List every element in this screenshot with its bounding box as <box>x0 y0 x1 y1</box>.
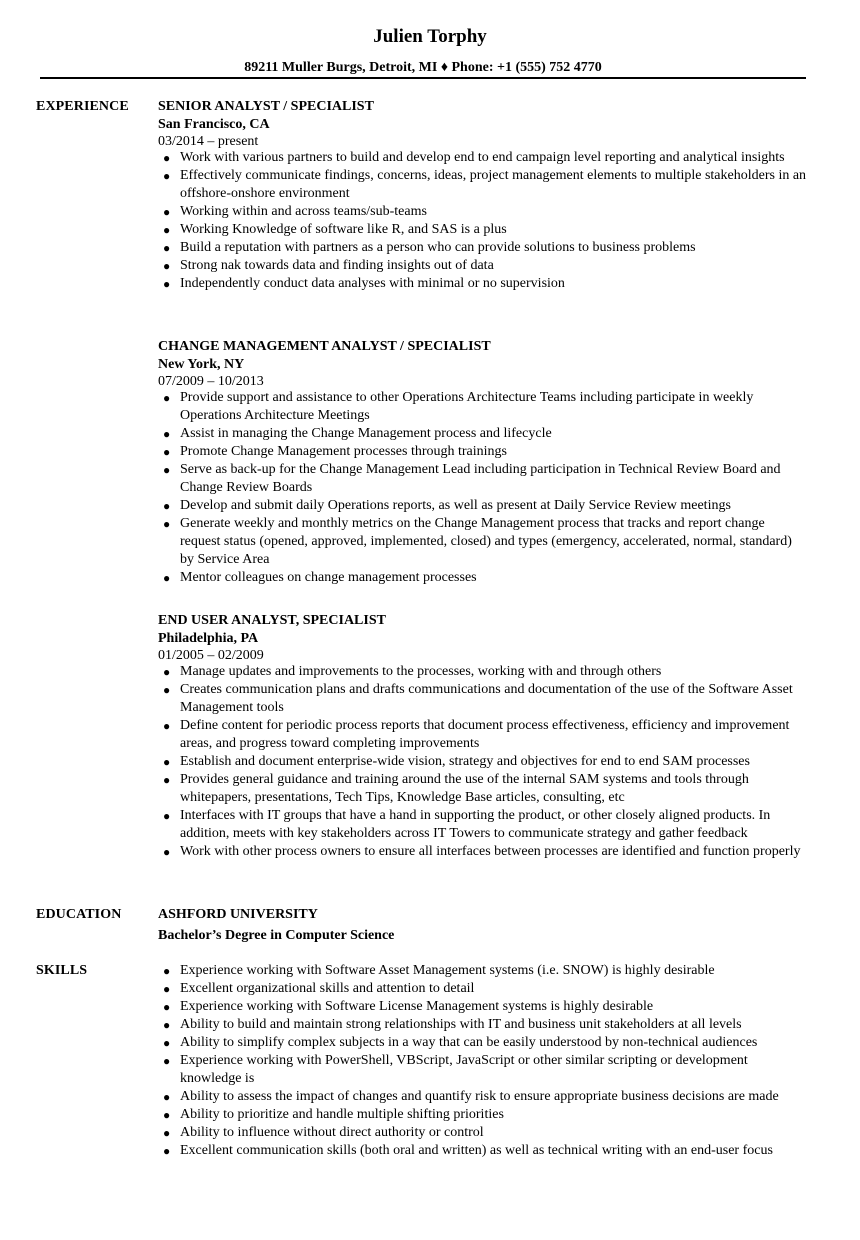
bullet-icon: ● <box>163 845 171 859</box>
skills-bullets <box>158 962 808 1160</box>
job-location: Philadelphia, PA <box>158 631 259 646</box>
job-dates: 01/2005 – 02/2009 <box>158 648 264 663</box>
bullet-icon: ● <box>163 773 171 787</box>
contact-line: 89211 Muller Burgs, Detroit, MI ♦ Phone: +1 (555) 752 4770 <box>244 60 602 75</box>
bullet-icon: ● <box>163 259 171 273</box>
list-item: ● Assist in managing the Change Management process and lifecycle <box>163 426 552 441</box>
degree-name: Bachelor’s Degree in Computer Science <box>158 928 395 943</box>
job-bullets <box>158 389 808 587</box>
job-entry <box>158 98 818 293</box>
list-item: ● Ability to influence without direct authority or control <box>163 1125 484 1140</box>
bullet-icon: ● <box>163 223 171 237</box>
bullet-icon: ● <box>163 1018 171 1032</box>
bullet-icon: ● <box>163 1054 171 1068</box>
job-location: New York, NY <box>158 357 245 372</box>
job-dates: 03/2014 – present <box>158 134 259 149</box>
job-title: END USER ANALYST, SPECIALIST <box>158 613 386 628</box>
list-item: ● Working Knowledge of software like R, and SAS is a plus <box>163 222 507 237</box>
bullet-icon: ● <box>163 391 171 405</box>
list-item: ● Excellent organizational skills and attention to detail <box>163 981 475 996</box>
list-item: ● Develop and submit daily Operations reports, as well as present at Daily Service Review meetings <box>163 498 731 513</box>
skills-heading: SKILLS <box>36 963 88 978</box>
list-item: ● Creates communication plans and drafts communications and documentation of the use of the Software Asset Management tools <box>163 682 793 715</box>
bullet-icon: ● <box>163 169 171 183</box>
bullet-icon: ● <box>163 277 171 291</box>
list-item: ● Interfaces with IT groups that have a hand in supporting the product, or other closely aligned products. In addition, meets with key stakeholders across IT Towers to communicate strategy and gather feedback <box>163 808 771 841</box>
skills-section <box>158 962 818 1160</box>
bullet-icon: ● <box>163 463 171 477</box>
bullet-icon: ● <box>163 1000 171 1014</box>
experience-heading: EXPERIENCE <box>36 99 129 114</box>
list-item: ● Experience working with PowerShell, VBScript, JavaScript or other similar scripting or development knowledge is <box>163 1053 748 1086</box>
bullet-icon: ● <box>163 517 171 531</box>
school-name: ASHFORD UNIVERSITY <box>158 907 318 922</box>
list-item: ● Work with various partners to build and develop end to end campaign level reporting and analytical insights <box>163 150 785 165</box>
bullet-icon: ● <box>163 241 171 255</box>
list-item: ● Build a reputation with partners as a person who can provide solutions to business problems <box>163 240 696 255</box>
list-item: ● Working within and across teams/sub-teams <box>163 204 427 219</box>
bullet-icon: ● <box>163 665 171 679</box>
list-item: ● Ability to prioritize and handle multiple shifting priorities <box>163 1107 504 1122</box>
job-title: CHANGE MANAGEMENT ANALYST / SPECIALIST <box>158 339 491 354</box>
list-item: ● Provide support and assistance to other Operations Architecture Teams including participate in weekly Operations Architecture Meetings <box>163 390 754 423</box>
job-dates: 07/2009 – 10/2013 <box>158 374 264 389</box>
list-item: ● Manage updates and improvements to the processes, working with and through others <box>163 664 662 679</box>
job-bullets <box>158 149 808 293</box>
bullet-icon: ● <box>163 1108 171 1122</box>
list-item: ● Independently conduct data analyses with minimal or no supervision <box>163 276 565 291</box>
bullet-icon: ● <box>163 499 171 513</box>
bullet-icon: ● <box>163 683 171 697</box>
list-item: ● Mentor colleagues on change management processes <box>163 570 477 585</box>
list-item: ● Experience working with Software License Management systems is highly desirable <box>163 999 654 1014</box>
list-item: ● Define content for periodic process reports that document process effectiveness, efficiency and improvement areas, and progress toward completing improvements <box>163 718 790 751</box>
bullet-icon: ● <box>163 205 171 219</box>
list-item: ● Ability to assess the impact of changes and quantify risk to ensure appropriate business decisions are made <box>163 1089 779 1104</box>
list-item: ● Generate weekly and monthly metrics on the Change Management process that tracks and report change request status (opened, approved, implemented, closed) and types (emergency, accelerated, normal, standard) by Service Area <box>163 516 792 567</box>
bullet-icon: ● <box>163 571 171 585</box>
list-item: ● Strong nak towards data and finding insights out of data <box>163 258 494 273</box>
bullet-icon: ● <box>163 1144 171 1158</box>
list-item: ● Ability to simplify complex subjects in a way that can be easily understood by non-technical audiences <box>163 1035 758 1050</box>
bullet-icon: ● <box>163 982 171 996</box>
list-item: ● Promote Change Management processes through trainings <box>163 444 507 459</box>
bullet-icon: ● <box>163 1126 171 1140</box>
bullet-icon: ● <box>163 445 171 459</box>
bullet-icon: ● <box>163 809 171 823</box>
bullet-icon: ● <box>163 151 171 165</box>
job-entry <box>158 338 818 587</box>
bullet-icon: ● <box>163 1090 171 1104</box>
candidate-name: Julien Torphy <box>373 26 487 47</box>
education-heading: EDUCATION <box>36 907 122 922</box>
list-item: ● Ability to build and maintain strong relationships with IT and business unit stakeholders at all levels <box>163 1017 742 1032</box>
job-location: San Francisco, CA <box>158 117 270 132</box>
list-item: ● Effectively communicate findings, concerns, ideas, project management elements to multiple stakeholders in an offshore-onshore environment <box>163 168 807 201</box>
list-item: ● Serve as back-up for the Change Management Lead including participation in Technical Review Board and Change Review Boards <box>163 462 781 495</box>
list-item: ● Work with other process owners to ensure all interfaces between processes are identified and function properly <box>163 844 801 859</box>
experience-section <box>158 98 818 859</box>
job-bullets <box>158 663 814 861</box>
bullet-icon: ● <box>163 755 171 769</box>
bullet-icon: ● <box>163 964 171 978</box>
education-section <box>158 906 818 945</box>
bullet-icon: ● <box>163 427 171 441</box>
bullet-icon: ● <box>163 1036 171 1050</box>
list-item: ● Excellent communication skills (both oral and written) as well as technical writing with an end-user focus <box>163 1143 773 1158</box>
job-title: SENIOR ANALYST / SPECIALIST <box>158 99 374 114</box>
bullet-icon: ● <box>163 719 171 733</box>
list-item: ● Experience working with Software Asset Management systems (i.e. SNOW) is highly desirable <box>163 963 715 978</box>
list-item: ● Provides general guidance and training around the use of the internal SAM systems and tools through whitepapers, presentations, Tech Tips, Knowledge Base articles, consulting, etc <box>163 772 749 805</box>
header-divider <box>40 77 806 79</box>
list-item: ● Establish and document enterprise-wide vision, strategy and objectives for end to end SAM processes <box>163 754 750 769</box>
job-entry <box>158 612 818 861</box>
